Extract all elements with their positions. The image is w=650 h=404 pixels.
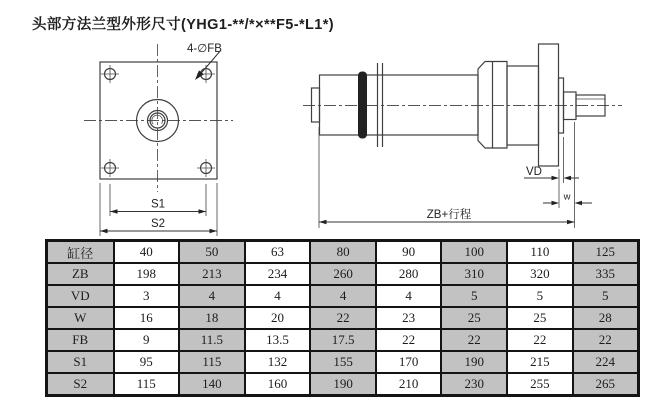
dim-zb-label: ZB+行程: [426, 209, 472, 221]
table-cell: 5: [573, 285, 639, 307]
row-label: FB: [47, 329, 114, 351]
dim-s2-label: S2: [150, 218, 166, 230]
bolt-holes: [101, 65, 215, 177]
row-label: S2: [47, 373, 114, 396]
table-cell: 22: [310, 307, 376, 329]
table-cell: 335: [573, 263, 639, 285]
dimension-vd: [524, 137, 579, 208]
table-cell: 90: [376, 241, 442, 264]
table-cell: 215: [507, 351, 573, 373]
table-row: [47, 307, 639, 329]
row-label: VD: [47, 285, 114, 307]
table-cell: 4: [310, 285, 376, 307]
bolt-callout-label: 4-∅FB: [187, 43, 222, 55]
row-label: 缸径: [47, 241, 114, 264]
rear-cap: [312, 88, 320, 122]
dim-s1-label: S1: [150, 198, 166, 211]
table-cell: 224: [573, 351, 639, 373]
table-cell: 80: [310, 241, 376, 264]
table-cell: 25: [507, 307, 573, 329]
table-cell: 13.5: [245, 329, 311, 351]
table-cell: 160: [245, 373, 311, 396]
table-cell: 260: [310, 263, 376, 285]
dimension-table: [45, 239, 640, 397]
table-cell: 9: [114, 329, 180, 351]
cylinder-tube: [320, 75, 479, 135]
dimension-s1: [110, 184, 206, 216]
table-cell: 198: [114, 263, 180, 285]
bolt-hole: [101, 159, 119, 177]
dimension-w: [543, 122, 592, 228]
row-label: W: [47, 307, 114, 329]
table-cell: 310: [441, 263, 507, 285]
table-cell: 17.5: [310, 329, 376, 351]
table-cell: 213: [179, 263, 245, 285]
table-cell: 230: [441, 373, 507, 396]
table-cell: 170: [376, 351, 442, 373]
table-cell: 110: [507, 241, 573, 264]
table-cell: 125: [573, 241, 639, 264]
head-collar-front: [478, 62, 507, 149]
table-cell: 23: [376, 307, 442, 329]
table-cell: 5: [441, 285, 507, 307]
table-cell: 22: [507, 329, 573, 351]
table-cell: 115: [179, 351, 245, 373]
table-row: [47, 285, 639, 307]
table-cell: 115: [114, 373, 180, 396]
table-cell: 11.5: [179, 329, 245, 351]
bolt-hole: [197, 159, 215, 177]
row-label: ZB: [47, 263, 114, 285]
dim-w-label: w: [563, 191, 571, 203]
table-cell: 18: [179, 307, 245, 329]
table-cell: 22: [441, 329, 507, 351]
dim-vd-label: VD: [526, 166, 542, 178]
table-cell: 132: [245, 351, 311, 373]
table-row: [47, 373, 639, 396]
table-cell: 4: [245, 285, 311, 307]
table-cell: 22: [573, 329, 639, 351]
page-title: 头部方法兰型外形尺寸(YHG1-**/*×**F5-*L1*): [32, 17, 335, 33]
table-cell: 210: [376, 373, 442, 396]
table-cell: 22: [376, 329, 442, 351]
dim-table-body: [47, 241, 639, 396]
table-cell: 280: [376, 263, 442, 285]
table-cell: 265: [573, 373, 639, 396]
table-cell: 25: [441, 307, 507, 329]
table-cell: 50: [179, 241, 245, 264]
table-cell: 63: [245, 241, 311, 264]
dimension-table-wrap: [45, 239, 640, 397]
table-cell: 234: [245, 263, 311, 285]
flange-front-view: [84, 43, 233, 236]
table-cell: 190: [441, 351, 507, 373]
table-cell: 40: [114, 241, 180, 264]
table-cell: 3: [114, 285, 180, 307]
table-row: [47, 329, 639, 351]
table-cell: 16: [114, 307, 180, 329]
table-cell: 140: [179, 373, 245, 396]
table-row: [47, 263, 639, 285]
table-row: [47, 351, 639, 373]
table-cell: 4: [179, 285, 245, 307]
seal-band: [358, 72, 367, 139]
table-cell: 255: [507, 373, 573, 396]
cylinder-side-view: [303, 44, 622, 228]
table-cell: 320: [507, 263, 573, 285]
row-label: S1: [47, 351, 114, 373]
table-cell: 100: [441, 241, 507, 264]
mounting-flange: [539, 44, 559, 166]
table-cell: 95: [114, 351, 180, 373]
table-cell: 4: [376, 285, 442, 307]
table-cell: 190: [310, 373, 376, 396]
bolt-hole: [101, 65, 119, 83]
table-cell: 20: [245, 307, 311, 329]
table-row: [47, 241, 639, 264]
table-cell: 5: [507, 285, 573, 307]
table-cell: 28: [573, 307, 639, 329]
table-cell: 155: [310, 351, 376, 373]
